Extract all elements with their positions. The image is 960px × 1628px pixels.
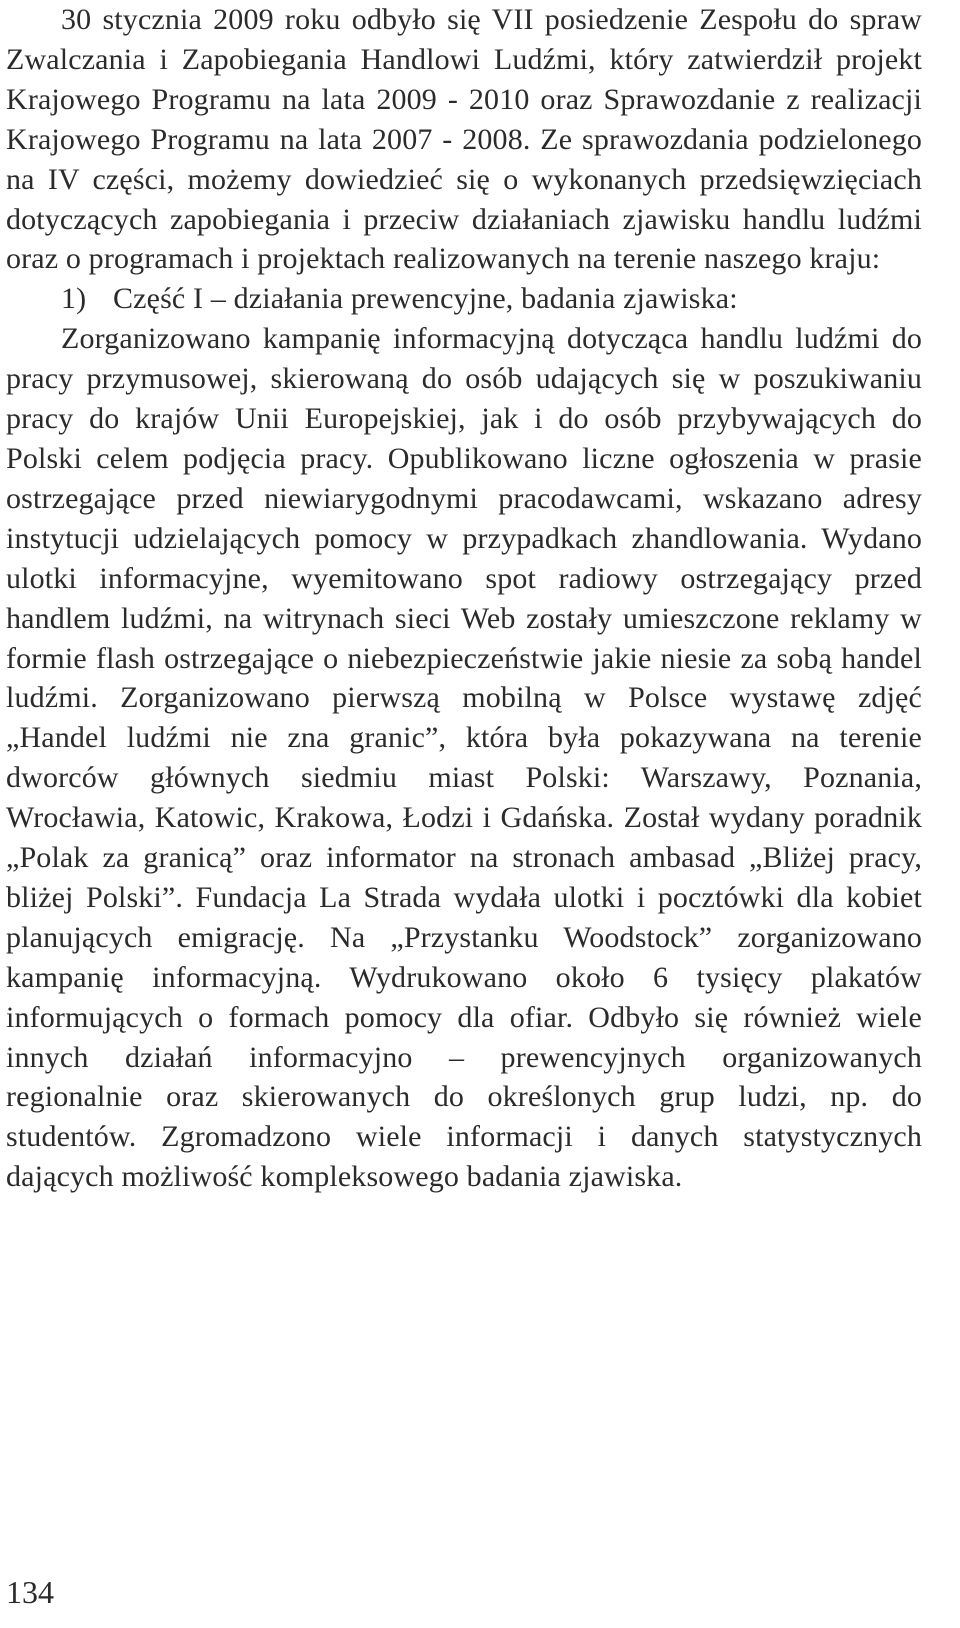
list-item-heading-row	[6, 279, 922, 319]
document-page	[6, 0, 922, 1197]
list-item-number: 1)	[61, 282, 87, 316]
list-item-heading: Część I – działania prewencyjne, badania zjawiska:	[113, 282, 738, 316]
intro-paragraph: 30 stycznia 2009 roku odbyło się VII posiedzenie Zespołu do spraw Zwalczania i Zapobiegania Handlowi Ludźmi, który zatwierdził projekt Krajowego Programu na lata 2009 - 2010 oraz Sprawozdanie z realizacji Krajowego Programu na lata 2007 - 2008. Ze sprawozdania podzielonego na IV części, możemy dowiedzieć się o wykonanych przedsięwzięciach dotyczących zapobiegania i przeciw działaniach zjawisku handlu ludźmi oraz o programach i projektach realizowanych na terenie naszego kraju:	[6, 3, 922, 276]
body-paragraph: Zorganizowano kampanię informacyjną dotycząca handlu ludźmi do pracy przymusowej, skierowaną do osób udających się w poszukiwaniu pracy do krajów Unii Europejskiej, jak i do osób przybywających do Polski celem podjęcia pracy. Opublikowano liczne ogłoszenia w prasie ostrzegające przed niewiarygodnymi pracodawcami, wskazano adresy instytucji udzielających pomocy w przypadkach zhandlowania. Wydano ulotki informacyjne, wyemitowano spot radiowy ostrzegający przed handlem ludźmi, na witrynach sieci Web zostały umieszczone reklamy w formie flash ostrzegające o niebezpieczeństwie jakie niesie za sobą handel ludźmi. Zorganizowano pierwszą mobilną w Polsce wystawę zdjęć „Handel ludźmi nie zna granic”, która była pokazywana na terenie dworców głównych siedmiu miast Polski: Warszawy, Poznania, Wrocławia, Katowic, Krakowa, Łodzi i Gdańska. Został wydany poradnik „Polak za granicą” oraz informator na stronach ambasad „Bliżej pracy, bliżej Polski”. Fundacja La Strada wydała ulotki i pocztówki dla kobiet planujących emigrację. Na „Przystanku Woodstock” zorganizowano kampanię informacyjną. Wydrukowano około 6 tysięcy plakatów informujących o formach pomocy dla ofiar. Odbyło się również wiele innych działań informacyjno – prewencyjnych organizowanych regionalnie oraz skierowanych do określonych grup ludzi, np. do studentów. Zgromadzono wiele informacji i danych statystycznych dających możliwość kompleksowego badania zjawiska.	[6, 322, 922, 1194]
page-number: 134	[6, 1574, 54, 1610]
